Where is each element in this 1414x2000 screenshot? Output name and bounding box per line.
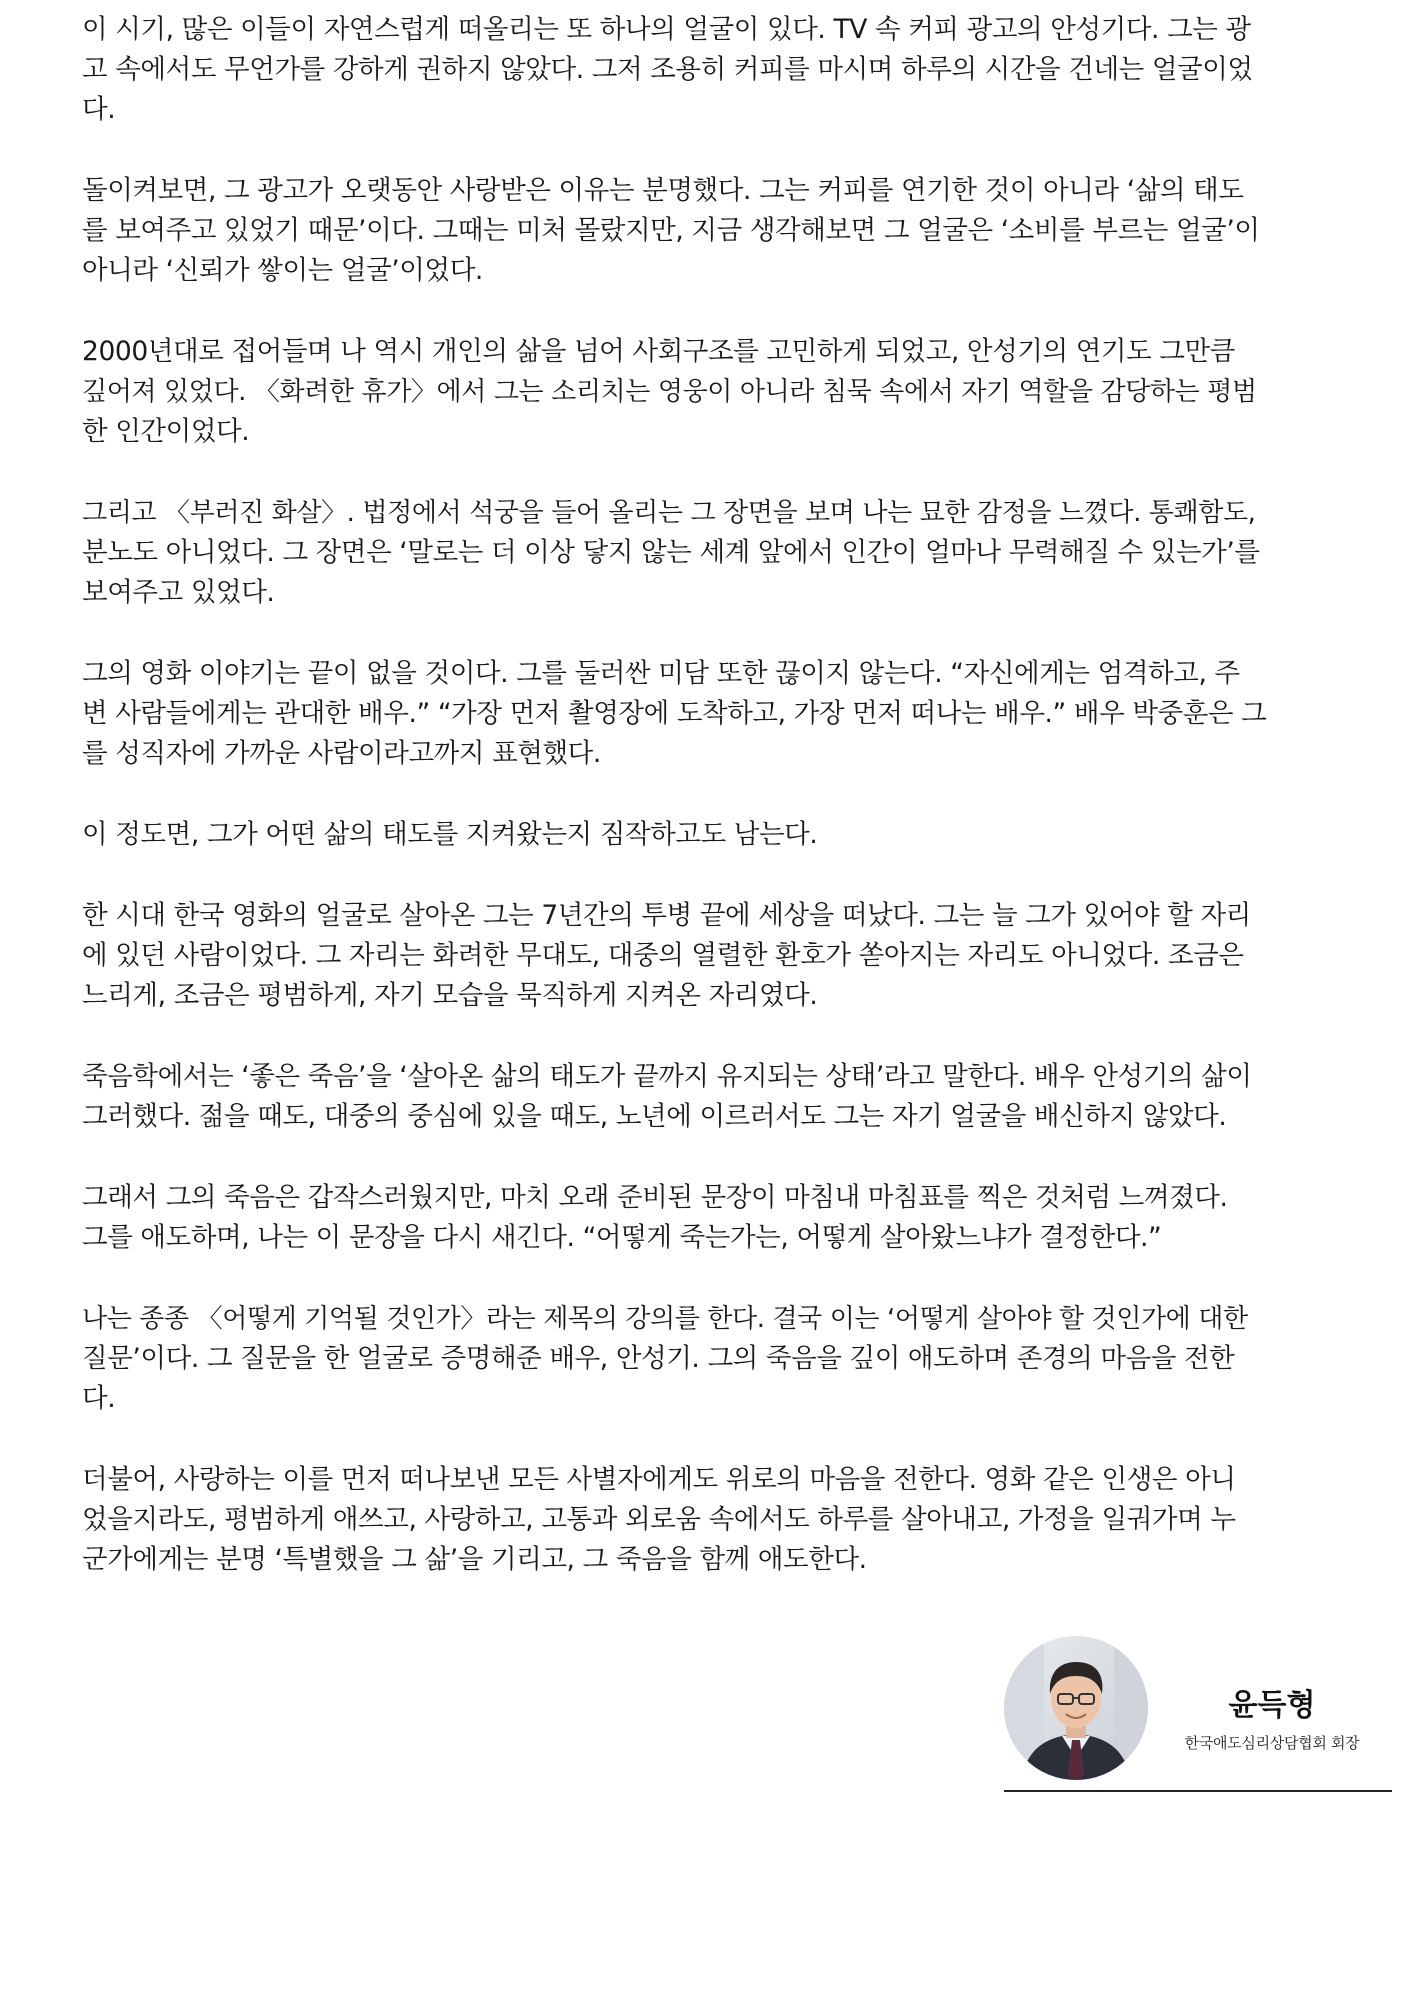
paragraph-line: 다. — [82, 94, 116, 125]
article-paragraph — [82, 815, 1268, 855]
author-photo — [1004, 1636, 1148, 1780]
article-paragraph — [82, 10, 1268, 130]
paragraph-line: 고 속에서도 무언가를 강하게 권하지 않았다. 그저 조용히 커피를 마시며 하루의 시간을 건네는 얼굴이었 — [82, 54, 1253, 85]
paragraph-line: 보여주고 있었다. — [82, 577, 275, 608]
article-body — [82, 10, 1268, 1621]
paragraph-line: 분노도 아니었다. 그 장면은 ‘말로는 더 이상 닿지 않는 세계 앞에서 인간이 얼마나 무력해질 수 있는가’를 — [82, 537, 1260, 568]
paragraph-line: 그래서 그의 죽음은 갑작스러웠지만, 마치 오래 준비된 문장이 마침내 마침표를 찍은 것처럼 느껴졌다. — [82, 1182, 1228, 1213]
author-title: 한국애도심리상담협회 회장 — [1184, 1734, 1360, 1752]
author-signature — [1004, 1636, 1390, 1786]
article-paragraph — [82, 1460, 1268, 1580]
article-paragraph — [82, 1299, 1268, 1419]
paragraph-line: 그러했다. 젊을 때도, 대중의 중심에 있을 때도, 노년에 이르러서도 그는 자기 얼굴을 배신하지 않았다. — [82, 1101, 1227, 1132]
paragraph-line: 이 시기, 많은 이들이 자연스럽게 떠올리는 또 하나의 얼굴이 있다. TV 속 커피 광고의 안성기다. 그는 광 — [82, 14, 1251, 45]
author-avatar — [1004, 1636, 1148, 1780]
article-paragraph — [82, 332, 1268, 452]
paragraph-line: 변 사람들에게는 관대한 배우.” “가장 먼저 촬영장에 도착하고, 가장 먼저 떠나는 배우.” 배우 박중훈은 그 — [82, 698, 1267, 729]
paragraph-line: 느리게, 조금은 평범하게, 자기 모습을 묵직하게 지켜온 자리였다. — [82, 980, 818, 1011]
paragraph-line: 그의 영화 이야기는 끝이 없을 것이다. 그를 둘러싼 미담 또한 끊이지 않는다. “자신에게는 엄격하고, 주 — [82, 658, 1240, 689]
article-paragraph — [82, 171, 1268, 291]
paragraph-line: 나는 종종 〈어떻게 기억될 것인가〉라는 제목의 강의를 한다. 결국 이는 ‘어떻게 살아야 할 것인가에 대한 — [82, 1304, 1248, 1334]
paragraph-line: 그리고 〈부러진 화살〉. 법정에서 석궁을 들어 올리는 그 장면을 보며 나는 묘한 감정을 느꼈다. 통쾌함도, — [82, 498, 1256, 528]
paragraph-line: 이 정도면, 그가 어떤 삶의 태도를 지켜왔는지 짐작하고도 남는다. — [82, 819, 818, 850]
paragraph-line: 에 있던 사람이었다. 그 자리는 화려한 무대도, 대중의 열렬한 환호가 쏟아지는 자리도 아니었다. 조금은 — [82, 940, 1244, 971]
author-name: 윤득형 — [1228, 1688, 1316, 1723]
paragraph-line: 군가에게는 분명 ‘특별했을 그 삶’을 기리고, 그 죽음을 함께 애도한다. — [82, 1544, 867, 1575]
paragraph-line: 돌이켜보면, 그 광고가 오랫동안 사랑받은 이유는 분명했다. 그는 커피를 연기한 것이 아니라 ‘삶의 태도 — [82, 175, 1244, 206]
paragraph-line: 깊어져 있었다. 〈화려한 휴가〉에서 그는 소리치는 영웅이 아니라 침묵 속에서 자기 역할을 감당하는 평범 — [82, 377, 1257, 407]
paragraph-line: 질문’이다. 그 질문을 한 얼굴로 증명해준 배우, 안성기. 그의 죽음을 깊이 애도하며 존경의 마음을 전한 — [82, 1343, 1235, 1374]
paragraph-line: 한 인간이었다. — [82, 416, 250, 447]
paragraph-line: 를 보여주고 있었기 때문’이다. 그때는 미처 몰랐지만, 지금 생각해보면 그 얼굴은 ‘소비를 부르는 얼굴’이 — [82, 215, 1260, 246]
paragraph-line: 한 시대 한국 영화의 얼굴로 살아온 그는 7년간의 투병 끝에 세상을 떠났다. 그는 늘 그가 있어야 할 자리 — [82, 900, 1251, 931]
article-paragraph — [82, 1178, 1268, 1258]
article-paragraph — [82, 493, 1268, 613]
paragraph-line: 2000년대로 접어들며 나 역시 개인의 삶을 넘어 사회구조를 고민하게 되었고, 안성기의 연기도 그만큼 — [82, 336, 1235, 367]
paragraph-line: 었을지라도, 평범하게 애쓰고, 사랑하고, 고통과 외로움 속에서도 하루를 살아내고, 가정을 일궈가며 누 — [82, 1504, 1236, 1535]
article-paragraph — [82, 654, 1268, 774]
article-paragraph — [82, 1057, 1268, 1137]
paragraph-line: 를 성직자에 가까운 사람이라고까지 표현했다. — [82, 738, 601, 769]
paragraph-line: 그를 애도하며, 나는 이 문장을 다시 새긴다. “어떻게 죽는가는, 어떻게 살아왔느냐가 결정한다.” — [82, 1222, 1162, 1253]
paragraph-line: 더불어, 사랑하는 이를 먼저 떠나보낸 모든 사별자에게도 위로의 마음을 전한다. 영화 같은 인생은 아니 — [82, 1464, 1236, 1495]
paragraph-line: 다. — [82, 1383, 116, 1414]
article-paragraph — [82, 896, 1268, 1016]
signature-divider — [1004, 1790, 1392, 1792]
paragraph-line: 아니라 ‘신뢰가 쌓이는 얼굴’이었다. — [82, 255, 483, 286]
paragraph-line: 죽음학에서는 ‘좋은 죽음’을 ‘살아온 삶의 태도가 끝까지 유지되는 상태’라고 말한다. 배우 안성기의 삶이 — [82, 1061, 1252, 1092]
